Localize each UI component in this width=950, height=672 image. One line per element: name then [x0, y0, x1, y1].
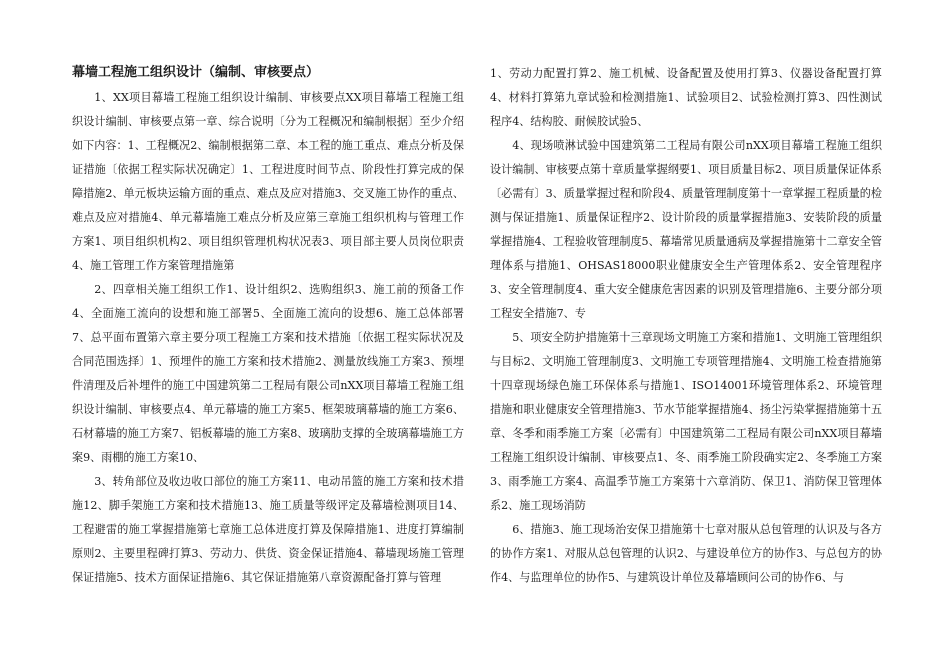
left-column: [72, 62, 464, 590]
paragraph-3: 3、转角部位及收边收口部位的施工方案11、电动吊篮的施工方案和技术措施12、脚手架施工方案和技术措施13、施工质量等级评定及幕墙检测项目14、工程避雷的施工掌握措施第七章施工总体进度打算及保障措施1、进度打算编制原则2、主要里程碑打算3、劳动力、供货、资金保证措施4、幕墙现场施工管理保证措施5、技术方面保证措施6、其它保证措施第八章资源配备打算与管理: [72, 475, 464, 584]
paragraph-2: 2、四章相关施工组织工作1、设计组织2、选购组织3、施工前的预备工作4、全面施工流向的设想和施工部署5、全面施工流向的设想6、施工总体部署7、总平面布置第六章主要分项工程施工方案和技术措施〔依据工程实际状况及合同范围选择〕1、预埋件的施工方案和技术措施2、测量放线施工方案3、预埋件清理及后补埋件的施工中国建筑第二工程局有限公司nXX项目幕墙工程施工组织设计编制、审核要点4、单元幕墙的施工方案5、框架玻璃幕墙的施工方案6、石材幕墙的施工方案7、铝板幕墙的施工方案8、玻璃肋支撑的全玻璃幕墙施工方案9、雨棚的施工方案10、: [72, 283, 464, 464]
paragraph-3-continued: 1、劳动力配置打算2、施工机械、设备配置及使用打算3、仪器设备配置打算4、材料打算第九章试验和检测措施1、试验项目2、试验检测打算3、四性测试程序4、结构胶、耐候胶试验5、: [490, 67, 882, 128]
right-column: [490, 62, 882, 590]
paragraph-6: 6、措施3、施工现场治安保卫措施第十七章对服从总包管理的认识及与各方的协作方案1、对服从总包管理的认识2、与建设单位方的协作3、与总包方的协作4、与监理单位的协作5、与建筑设计单位及幕墙顾问公司的协作6、与: [490, 523, 882, 584]
paragraph-5: 5、项安全防护措施第十三章现场文明施工方案和措施1、文明施工管理组织与目标2、文明施工管理制度3、文明施工专项管理措施4、文明施工检查措施第十四章现场绿色施工环保体系与措施1、ISO14001环境管理体系2、环境管理措施和职业健康安全管理措施3、节水节能掌握措施4、扬尘污染掌握措施第十五章、冬季和雨季施工方案〔必需有〕中国建筑第二工程局有限公司nXX项目幕墙工程施工组织设计编制、审核要点1、冬、雨季施工阶段确实定2、冬季施工方案3、雨季施工方案4、高温季节施工方案第十六章消防、保卫1、消防保卫管理体系2、施工现场消防: [490, 331, 882, 512]
paragraph-4: 4、现场喷淋试验中国建筑第二工程局有限公司nXX项目幕墙工程施工组织设计编制、审核要点第十章质量掌握纲要1、项目质量目标2、项目质量保证体系〔必需有〕3、质量掌握过程和阶段4、质量管理制度第十一章掌握工程质量的检测与保证措施1、质量保证程序2、设计阶段的质量掌握措施3、安装阶段的质量掌握措施4、工程验收管理制度5、幕墙常见质量通病及掌握措施第十二章安全管理体系与措施1、OHSAS18000职业健康安全生产管理体系2、安全管理程序3、安全管理制度4、重大安全健康危害因素的识别及管理措施6、主要分部分项工程安全措施7、专: [490, 139, 882, 320]
paragraph-1: 1、XX项目幕墙工程施工组织设计编制、审核要点XX项目幕墙工程施工组织设计编制、审核要点第一章、综合说明〔分为工程概况和编制根据〕至少介绍如下内容：1、工程概况2、编制根据第二章、本工程的施工重点、难点分析及保证措施〔依据工程实际状况确定〕1、工程进度时间节点、阶段性打算完成的保障措施2、单元板块运输方面的重点、难点及应对措施3、交叉施工协作的重点、难点及应对措施4、单元幕墙施工难点分析及应第三章施工组织机构与管理工作方案1、项目组织机构2、项目组织管理机构状况表3、项目部主要人员岗位职责4、施工管理工作方案管理措施第: [72, 91, 464, 272]
document-title: 幕墙工程施工组织设计（编制、审核要点）: [72, 65, 320, 80]
